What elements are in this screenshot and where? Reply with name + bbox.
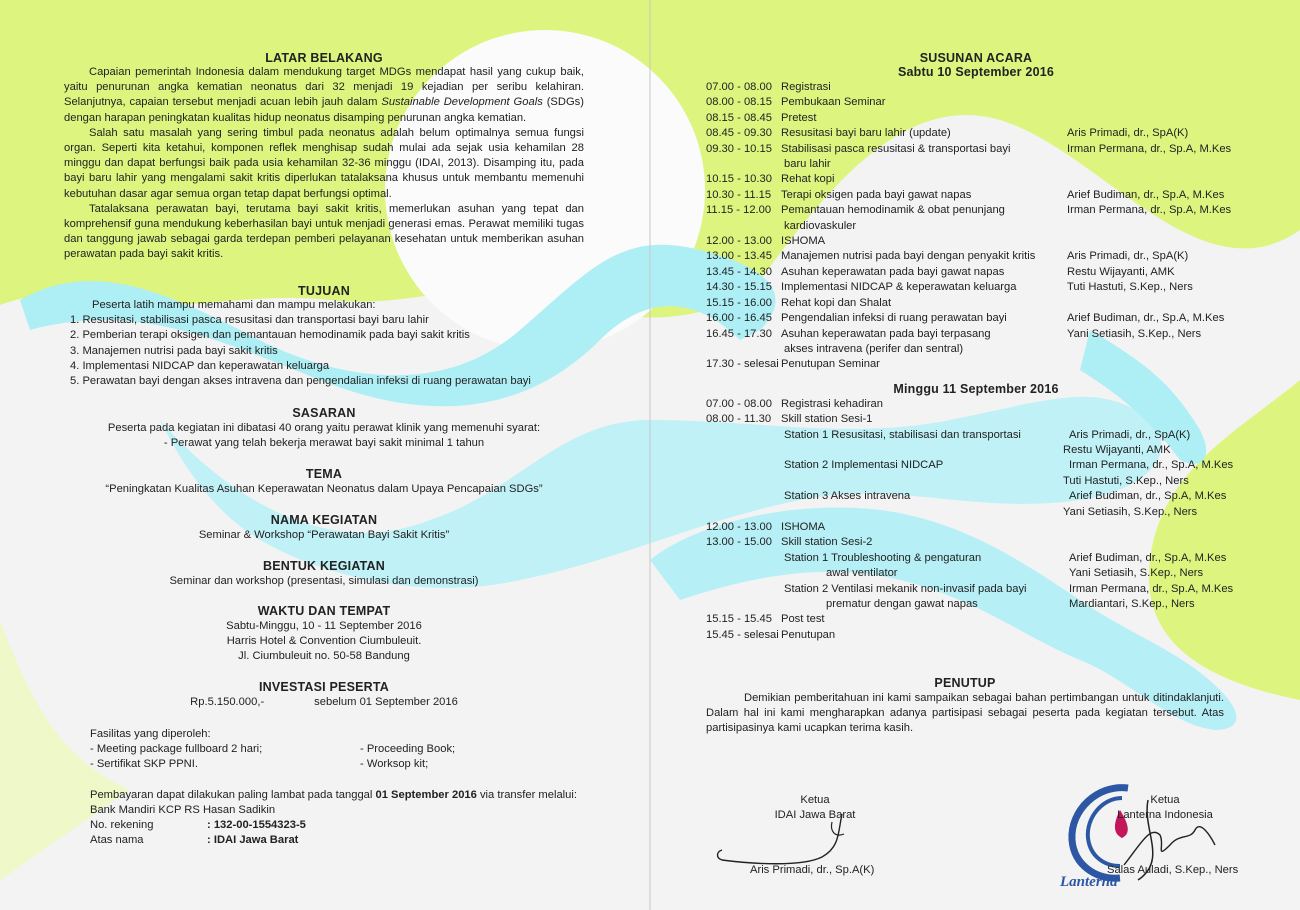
- station-activity: Station 1 Troubleshooting & pengaturan: [784, 551, 982, 564]
- tujuan-item: 2. Pemberian terapi oksigen dan pemantauan hemodinamik pada bayi sakit kritis: [70, 329, 470, 342]
- schedule-activity: Terapi oksigen pada bayi gawat napas: [781, 188, 972, 201]
- station-activity-continued: prematur dengan gawat napas: [826, 598, 978, 610]
- schedule-activity: Pembukaan Seminar: [781, 96, 886, 109]
- penutup-text: Demikian pemberitahuan ini kami sampaikan sebagai bahan pertimbangan untuk ditindaklanjuti. Dalam hal ini kami mengharapkan adanya partisipasi sebagai peserta pada kegiatan tersebut. Atas partisipasinya kami ucapkan terima kasih.: [706, 692, 1224, 735]
- acara-title: SUSUNAN ACARA: [919, 51, 1033, 65]
- schedule-time: 13.00 - 15.00: [706, 536, 772, 549]
- fold-line: [649, 0, 651, 910]
- schedule-activity: Implementasi NIDCAP & keperawatan keluarga: [781, 281, 1017, 294]
- schedule-activity: Post test: [781, 613, 825, 626]
- station-row: [706, 551, 1246, 566]
- schedule-time: 13.45 - 14.30: [706, 265, 772, 278]
- schedule-time: 14.30 - 15.15: [706, 281, 772, 294]
- tujuan-intro: Peserta latih mampu memahami dan mampu melakukan:: [92, 299, 376, 311]
- tujuan-title: TUJUAN: [298, 284, 350, 298]
- schedule-activity: Skill station Sesi-1: [781, 413, 873, 426]
- sig2-role: Ketua: [1150, 794, 1180, 806]
- schedule-activity: ISHOMA: [781, 235, 826, 248]
- atas-nama-label: Atas nama: [90, 834, 144, 847]
- investasi-deadline: sebelum 01 September 2016: [314, 696, 458, 708]
- logo-text: Lanterna: [1060, 874, 1118, 890]
- schedule-time: 15.15 - 15.45: [706, 613, 772, 626]
- station-speaker-2: Yani Setiasih, S.Kep., Ners: [1069, 567, 1204, 580]
- schedule-row: [706, 311, 1246, 326]
- schedule-speaker: Aris Primadi, dr., SpA(K): [1067, 127, 1189, 140]
- schedule-activity: Manajemen nutrisi pada bayi dengan penyakit kritis: [781, 250, 1036, 263]
- schedule-time: 09.30 - 10.15: [706, 142, 772, 155]
- tema-title: TEMA: [305, 467, 343, 481]
- station-speaker: Irman Permana, dr., Sp.A, M.Kes: [1069, 582, 1234, 595]
- schedule-activity: ISHOMA: [781, 520, 826, 533]
- schedule-time: 15.15 - 16.00: [706, 296, 772, 309]
- atas-nama-value: : IDAI Jawa Barat: [207, 834, 299, 847]
- station-speaker-2: Mardiantari, S.Kep., Ners: [1069, 598, 1195, 610]
- fasilitas-item: - Meeting package fullboard 2 hari;: [90, 743, 263, 756]
- station-row-2: [706, 597, 1246, 612]
- pembayaran-section: [90, 788, 610, 848]
- station-row-2: [706, 566, 1246, 581]
- schedule-speaker: Arief Budiman, dr., Sp.A, M.Kes: [1067, 188, 1225, 201]
- day2-title: Minggu 11 September 2016: [893, 381, 1059, 396]
- schedule-speaker: Irman Permana, dr., Sp.A, M.Kes: [1067, 142, 1232, 155]
- bentuk-title: BENTUK KEGIATAN: [263, 559, 385, 573]
- nama-kegiatan-section: [64, 513, 584, 543]
- fasilitas-item: - Worksop kit;: [360, 758, 429, 771]
- rekening-value: : 132-00-1554323-5: [207, 819, 306, 832]
- sasaran-section: [64, 406, 584, 451]
- schedule-activity: Penutupan Seminar: [781, 358, 880, 371]
- schedule-speaker: Arief Budiman, dr., Sp.A, M.Kes: [1067, 312, 1225, 325]
- pembayaran-text-end: via transfer melalui:: [476, 789, 577, 801]
- pembayaran-text: Pembayaran dapat dilakukan paling lambat pada tanggal: [90, 789, 376, 801]
- schedule-row: [706, 296, 1246, 311]
- latar-belakang-section: [64, 51, 584, 263]
- sig1-role: Ketua: [800, 794, 830, 806]
- pembayaran-line: [90, 788, 610, 803]
- schedule-time: 13.00 - 13.45: [706, 250, 772, 263]
- schedule-row: [706, 327, 1246, 342]
- rekening-label: No. rekening: [90, 819, 154, 832]
- schedule-row: [706, 172, 1246, 187]
- fasilitas-item: - Sertifikat SKP PPNI.: [90, 758, 198, 771]
- schedule-row: [706, 142, 1246, 157]
- station-speaker: Arief Budiman, dr., Sp.A, M.Kes: [1069, 490, 1227, 503]
- schedule-activity: Rehat kopi: [781, 173, 835, 186]
- tujuan-item: 3. Manajemen nutrisi pada bayi sakit kritis: [70, 344, 278, 357]
- schedule-row: [706, 234, 1246, 249]
- schedule-row: [706, 126, 1246, 141]
- bank-name: Bank Mandiri KCP RS Hasan Sadikin: [90, 804, 276, 817]
- schedule-speaker: Yani Setiasih, S.Kep., Ners: [1067, 327, 1202, 340]
- schedule-activity: Pengendalian infeksi di ruang perawatan bayi: [781, 312, 1007, 325]
- station-speaker: Aris Primadi, dr., SpA(K): [1069, 428, 1191, 441]
- schedule-speaker: Irman Permana, dr., Sp.A, M.Kes: [1067, 204, 1232, 217]
- schedule-time: 16.00 - 16.45: [706, 312, 772, 325]
- station-activity: Station 1 Resusitasi, stabilisasi dan transportasi: [784, 428, 1021, 441]
- schedule-time: 10.30 - 11.15: [706, 188, 772, 201]
- station-speaker: Arief Budiman, dr., Sp.A, M.Kes: [1069, 551, 1227, 564]
- schedule-row: [706, 397, 1246, 412]
- sig2-org: Lanterna Indonesia: [1117, 809, 1213, 821]
- susunan-acara-section: [706, 51, 1246, 643]
- waktu-line-1: Sabtu-Minggu, 10 - 11 September 2016: [226, 620, 422, 632]
- schedule-speaker: Tuti Hastuti, S.Kep., Ners: [1067, 281, 1193, 294]
- schedule-time: 08.00 - 11.30: [706, 413, 772, 426]
- fasilitas-section: [90, 727, 590, 772]
- schedule-activity: Rehat kopi dan Shalat: [781, 296, 892, 309]
- station-activity: Station 2 Ventilasi mekanik non-invasif pada bayi: [784, 582, 1027, 595]
- schedule-time: 08.45 - 09.30: [706, 127, 772, 140]
- sig2-name: Salas Auladi, S.Kep., Ners: [1107, 864, 1239, 876]
- latar-paragraph-3: Tatalaksana perawatan bayi, terutama bayi sakit kritis, memerlukan asuhan yang tepat dan komprehensif guna mendukung keberhasilan bayi untuk menjadi generasi emas. Perawat memiliki tugas dan tanggung jawab sebagai garda terdepan pemberi pelayanan kesehatan untuk memberikan asuhan perawatan pada bayi sakit kritis.: [64, 202, 584, 261]
- schedule-time: 10.15 - 10.30: [706, 173, 772, 186]
- station-row: [706, 428, 1246, 443]
- station-row: [706, 458, 1246, 473]
- schedule-activity: Asuhan keperawatan pada bayi gawat napas: [781, 265, 1005, 278]
- schedule-row: [706, 280, 1246, 295]
- bentuk-kegiatan-section: [64, 559, 584, 589]
- schedule-row: [706, 412, 1246, 427]
- sig1-org: IDAI Jawa Barat: [774, 809, 856, 821]
- station-activity: Station 3 Akses intravena: [784, 490, 911, 503]
- station-speaker-2: Restu Wijayanti, AMK: [1063, 443, 1171, 456]
- schedule-row: [706, 628, 1246, 643]
- investasi-title: INVESTASI PESERTA: [258, 680, 390, 694]
- day1-title: Sabtu 10 September 2016: [897, 65, 1055, 79]
- schedule-speaker: Restu Wijayanti, AMK: [1067, 265, 1175, 278]
- schedule-row: [706, 95, 1246, 110]
- waktu-line-3: Jl. Ciumbuleuit no. 50-58 Bandung: [238, 650, 410, 662]
- schedule-row: [706, 357, 1246, 372]
- latar-p1-italic: Sustainable Development Goals: [381, 96, 543, 109]
- tema-text: “Peningkatan Kualitas Asuhan Keperawatan Neonatus dalam Upaya Pencapaian SDGs”: [105, 483, 543, 495]
- schedule-row: [706, 249, 1246, 264]
- schedule-time: 12.00 - 13.00: [706, 235, 772, 248]
- latar-paragraph-1: [64, 65, 584, 126]
- schedule-time: 15.45 - selesai: [706, 628, 779, 641]
- sig1-name: Aris Primadi, dr., Sp.A(K): [750, 864, 875, 876]
- schedule-row: [706, 535, 1246, 550]
- schedule-time: 07.00 - 08.00: [706, 81, 772, 93]
- sasaran-title: SASARAN: [292, 406, 356, 420]
- fasilitas-title: Fasilitas yang diperoleh:: [90, 728, 211, 740]
- schedule-activity: Asuhan keperawatan pada bayi terpasang: [781, 327, 991, 340]
- schedule-activity: Penutupan: [781, 628, 836, 641]
- station-speaker: Irman Permana, dr., Sp.A, M.Kes: [1069, 459, 1234, 472]
- schedule-time: 08.00 - 08.15: [706, 96, 772, 109]
- schedule-row: [706, 612, 1246, 627]
- latar-title: LATAR BELAKANG: [265, 51, 383, 65]
- tujuan-item: 4. Implementasi NIDCAP dan keperawatan keluarga: [70, 359, 330, 372]
- schedule-time: 17.30 - selesai: [706, 358, 779, 371]
- penutup-section: [706, 676, 1224, 737]
- schedule-time: 12.00 - 13.00: [706, 520, 772, 533]
- investasi-price: Rp.5.150.000,-: [190, 696, 265, 708]
- waktu-line-2: Harris Hotel & Convention Ciumbuleuit.: [226, 635, 422, 647]
- schedule-activity-continued: kardiovaskuler: [784, 219, 857, 232]
- tujuan-item: 5. Perawatan bayi dengan akses intravena dan pengendalian infeksi di ruang perawatan bayi: [70, 375, 531, 388]
- schedule-activity: Skill station Sesi-2: [781, 536, 873, 549]
- signature-scribble-2: [1120, 815, 1220, 870]
- schedule-activity-continued: akses intravena (perifer dan sentral): [784, 342, 964, 355]
- station-speaker-2: Yani Setiasih, S.Kep., Ners: [1063, 505, 1198, 518]
- latar-p1-text: Capaian pemerintah Indonesia dalam mendukung target MDGs mendapat hasil yang cukup baik, yaitu penurunan angka kematian neonatus dari 32 menjadi 19 kejadian per seribu kelahiran. Selanjutnya, capaian tersebut menjadi acuan lebih jauh dalam: [64, 66, 584, 109]
- schedule-row: [706, 111, 1246, 126]
- bentuk-text: Seminar dan workshop (presentasi, simulasi dan demonstrasi): [169, 575, 479, 587]
- pembayaran-date: 01 September 2016: [375, 789, 477, 801]
- station-activity-continued: awal ventilator: [826, 567, 898, 580]
- schedule-activity: Pemantauan hemodinamik & obat penunjang: [781, 204, 1005, 217]
- station-speaker-2: Tuti Hastuti, S.Kep., Ners: [1063, 474, 1189, 487]
- waktu-title: WAKTU DAN TEMPAT: [257, 604, 391, 618]
- waktu-tempat-section: [64, 604, 584, 664]
- schedule-activity: Pretest: [781, 111, 817, 124]
- latar-p1-text-end: (SDGs) dengan harapan peningkatan kualitas hidup neonatus disamping penurunan angka kematian.: [64, 96, 584, 124]
- signature-scribble-1: [712, 812, 862, 872]
- schedule-row: [706, 265, 1246, 280]
- nama-text: Seminar & Workshop “Perawatan Bayi Sakit Kritis”: [198, 529, 450, 541]
- schedule-activity: Registrasi kehadiran: [781, 397, 883, 410]
- schedule-time: 16.45 - 17.30: [706, 327, 772, 340]
- schedule-time: 11.15 - 12.00: [706, 204, 772, 217]
- schedule-time: 08.15 - 08.45: [706, 111, 772, 124]
- schedule-row: [706, 203, 1246, 218]
- station-row: [706, 489, 1246, 504]
- day1-schedule: [706, 80, 1246, 373]
- schedule-activity-continued: baru lahir: [784, 158, 831, 171]
- schedule-activity: Resusitasi bayi baru lahir (update): [781, 127, 951, 140]
- schedule-time: 07.00 - 08.00: [706, 397, 772, 410]
- station-row: [706, 582, 1246, 597]
- schedule-activity: Stabilisasi pasca resusitasi & transportasi bayi: [781, 142, 1011, 155]
- fasilitas-item: - Proceeding Book;: [360, 743, 456, 756]
- tujuan-section: [64, 284, 584, 389]
- schedule-row: [706, 80, 1246, 95]
- penutup-title: PENUTUP: [934, 676, 996, 690]
- sasaran-line-1: Peserta pada kegiatan ini dibatasi 40 orang yaitu perawat klinik yang memenuhi syarat:: [107, 422, 541, 434]
- schedule-activity: Registrasi: [781, 81, 831, 93]
- investasi-section: [64, 680, 584, 710]
- schedule-row: [706, 520, 1246, 535]
- schedule-speaker: Aris Primadi, dr., SpA(K): [1067, 250, 1189, 263]
- sasaran-line-2: - Perawat yang telah bekerja merawat bayi sakit minimal 1 tahun: [163, 437, 485, 449]
- schedule-row: [706, 188, 1246, 203]
- nama-title: NAMA KEGIATAN: [270, 513, 378, 527]
- tema-section: [64, 467, 584, 497]
- station-activity: Station 2 Implementasi NIDCAP: [784, 459, 944, 472]
- latar-paragraph-2: Salah satu masalah yang sering timbul pada neonatus adalah belum optimalnya semua fungsi organ. Seperti kita ketahui, komponen reflek menghisap sudah mulai ada sejak usia kehamilan 28 minggu dan dapat berfungsi baik pada usia kehamilan 32-36 minggu (IDAI, 2013). Disamping itu, pada bayi baru lahir yang mengalami sakit kritis diperlukan tatalaksana khusus untuk membantu memenuhi kebutuhan dasar agar semua organ tetap dapat berfungsi optimal.: [64, 126, 584, 200]
- day2-schedule: [706, 397, 1246, 644]
- tujuan-item: 1. Resusitasi, stabilisasi pasca resusitasi dan transportasi bayi baru lahir: [70, 314, 429, 327]
